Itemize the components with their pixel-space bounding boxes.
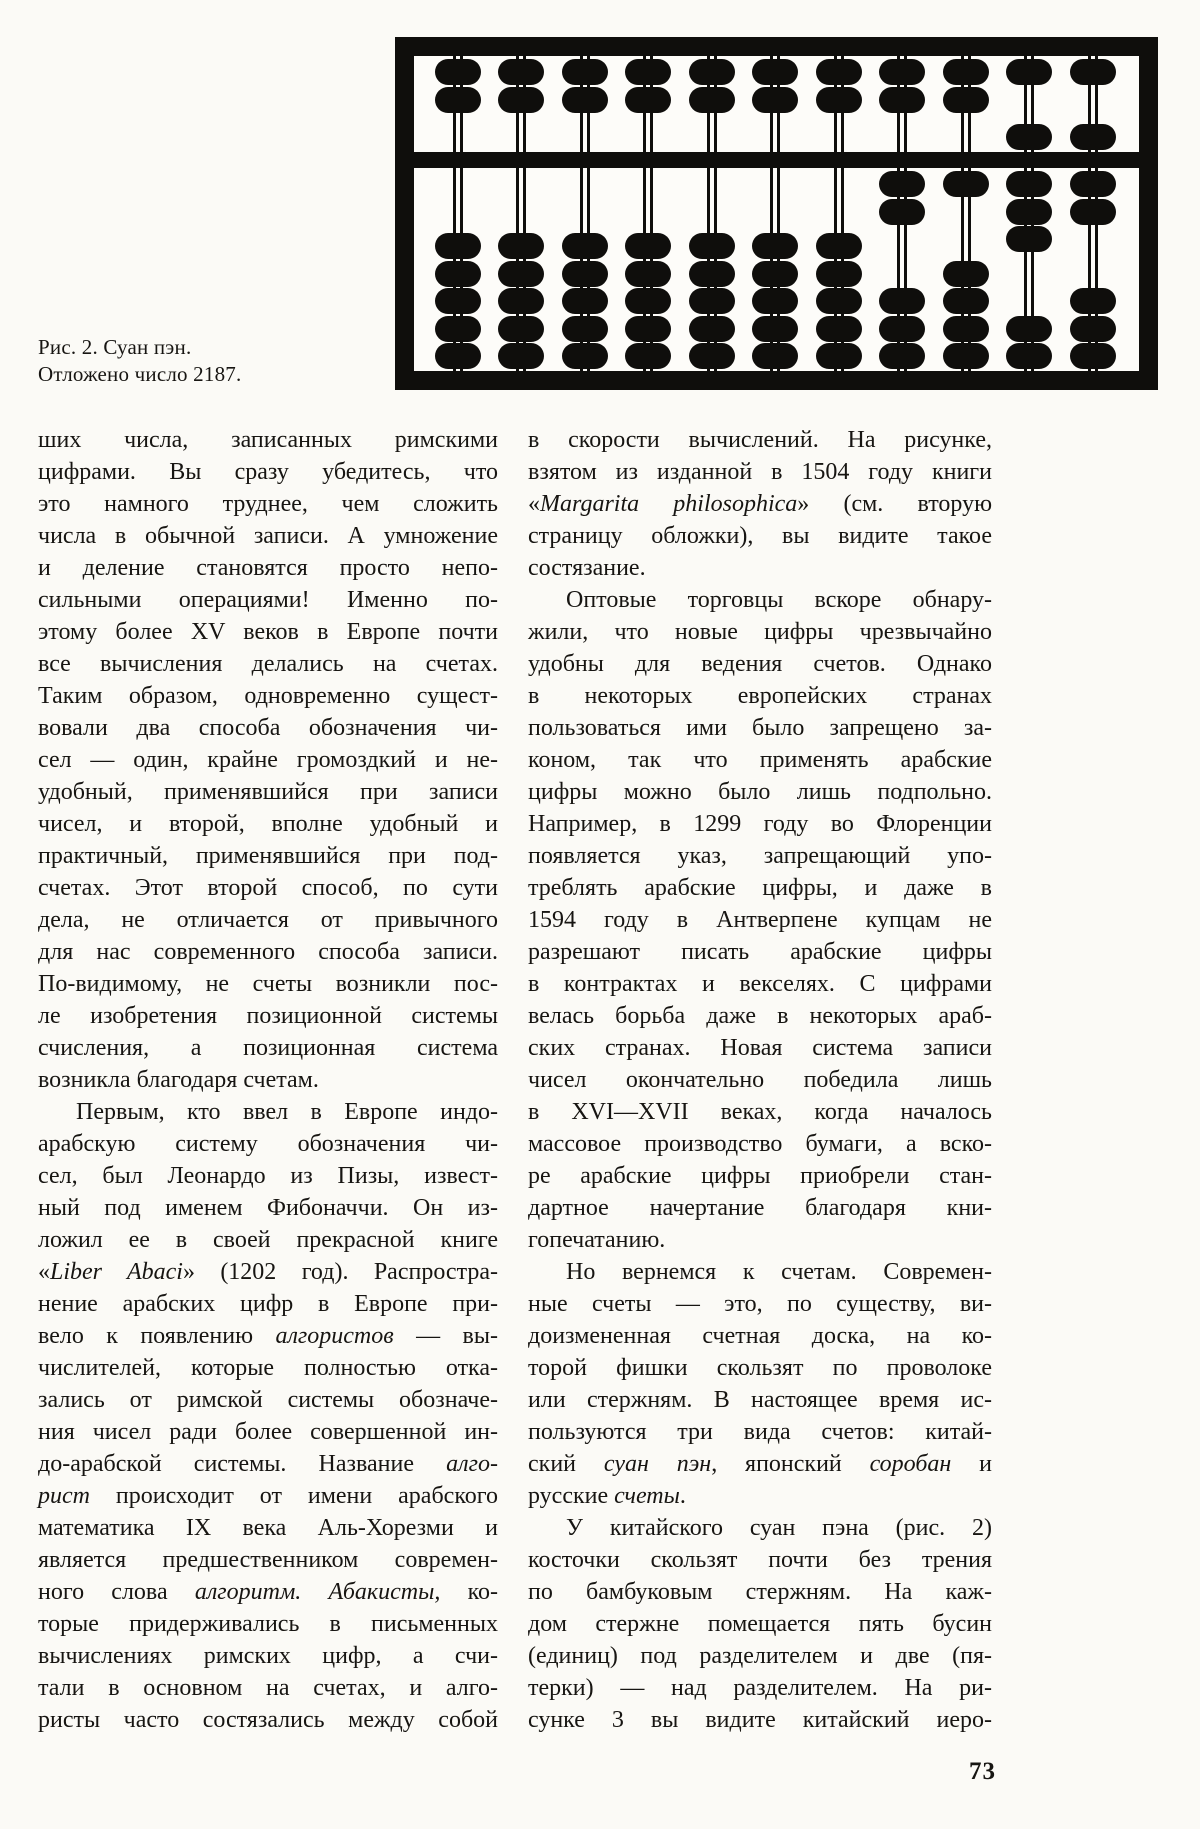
abacus-bead <box>562 233 608 259</box>
text-run: ский <box>528 1451 604 1477</box>
text-line <box>528 552 992 584</box>
abacus-bead <box>689 233 735 259</box>
abacus-bead <box>752 288 798 314</box>
text-line <box>528 1640 992 1672</box>
abacus-bead <box>625 261 671 287</box>
text-line <box>528 840 992 872</box>
abacus-bead <box>943 59 989 85</box>
abacus-bead <box>435 261 481 287</box>
text-run: числа в обычной записи. А умножение <box>38 523 498 549</box>
text-line <box>528 808 992 840</box>
text-line <box>528 1000 992 1032</box>
text-run: сел, был Леонардо из Пизы, извест- <box>38 1163 498 1189</box>
abacus-bead <box>1070 316 1116 342</box>
abacus-bead <box>1006 316 1052 342</box>
text-line <box>528 1064 992 1096</box>
text-run: удобный, применявшийся при записи <box>38 779 498 805</box>
text-line <box>38 1448 498 1480</box>
abacus-bead <box>879 343 925 369</box>
abacus-bead <box>943 171 989 197</box>
text-column-left <box>38 424 498 1736</box>
text-line <box>528 424 992 456</box>
text-run: ные счеты — это, по существу, ви- <box>528 1291 992 1317</box>
abacus-bead <box>625 343 671 369</box>
abacus-bead <box>879 288 925 314</box>
text-run: страницу обложки), вы видите такое <box>528 523 992 549</box>
abacus-bead <box>816 316 862 342</box>
text-line <box>38 872 498 904</box>
text-line <box>528 744 992 776</box>
text-line <box>528 1544 992 1576</box>
text-run: цифрами. Вы сразу убедитесь, что <box>38 459 498 485</box>
text-line <box>528 712 992 744</box>
text-line <box>528 1352 992 1384</box>
text-line <box>38 1352 498 1384</box>
text-run: вовали два способа обозначения чи- <box>38 715 498 741</box>
text-line <box>38 1192 498 1224</box>
abacus-bead <box>1006 59 1052 85</box>
text-run: , японский <box>711 1451 870 1477</box>
abacus-bead <box>562 59 608 85</box>
text-run: до-арабской системы. Название <box>38 1451 447 1477</box>
text-line <box>38 1224 498 1256</box>
text-run: арабскую систему обозначения чи- <box>38 1131 498 1157</box>
abacus-bead <box>879 87 925 113</box>
text-line <box>528 1608 992 1640</box>
text-line <box>38 680 498 712</box>
text-run: Первым, кто ввел в Европе индо- <box>76 1099 498 1125</box>
text-run: в некоторых европейских странах <box>528 683 992 709</box>
text-run: » (1202 год). Распростра- <box>182 1259 498 1285</box>
text-run: . <box>679 1483 686 1509</box>
text-run: тали в основном на счетах, и алго- <box>38 1675 498 1701</box>
text-column-right <box>528 424 992 1736</box>
text-line <box>38 1672 498 1704</box>
abacus-bead <box>879 199 925 225</box>
text-run: является предшественником современ- <box>38 1547 498 1573</box>
text-run: жили, что новые цифры чрезвычайно <box>528 619 992 645</box>
text-line <box>528 776 992 808</box>
italic-term: Liber Abaci <box>50 1259 183 1285</box>
abacus-bead <box>943 343 989 369</box>
text-run: косточки скользят почти без трения <box>528 1547 992 1573</box>
abacus-bead <box>1006 343 1052 369</box>
text-run: ле изобретения позиционной системы <box>38 1003 498 1029</box>
abacus-bead <box>752 59 798 85</box>
text-line <box>528 616 992 648</box>
text-run: Но вернемся к счетам. Современ- <box>566 1259 992 1285</box>
abacus-bead <box>562 87 608 113</box>
text-line <box>528 1672 992 1704</box>
text-line <box>38 776 498 808</box>
text-run: или стержням. В настоящее время ис- <box>528 1387 992 1413</box>
text-line <box>38 1544 498 1576</box>
text-line <box>38 1320 498 1352</box>
abacus-bead <box>689 343 735 369</box>
text-line <box>528 456 992 488</box>
text-run: ских странах. Новая система записи <box>528 1035 992 1061</box>
text-line <box>38 808 498 840</box>
text-line <box>528 1576 992 1608</box>
text-run: торой фишки скользят по проволоке <box>528 1355 992 1381</box>
text-line <box>38 904 498 936</box>
abacus-frame <box>414 56 1139 371</box>
figure-caption-line-1: Рис. 2. Суан пэн. <box>38 335 192 359</box>
text-run: сильными операциями! Именно по- <box>38 587 498 613</box>
italic-term: соробан <box>869 1451 952 1477</box>
abacus-bead <box>816 233 862 259</box>
abacus-bead <box>498 59 544 85</box>
text-line <box>38 552 498 584</box>
text-line <box>38 584 498 616</box>
abacus-bead <box>1006 124 1052 150</box>
text-line <box>38 1160 498 1192</box>
text-line <box>38 648 498 680</box>
italic-term: рист <box>38 1483 90 1509</box>
italic-term: счеты <box>614 1483 680 1509</box>
abacus-bead <box>879 171 925 197</box>
text-line <box>528 1288 992 1320</box>
text-run: 1594 году в Антверпене купцам не <box>528 907 992 933</box>
text-line <box>528 872 992 904</box>
text-run: треблять арабские цифры, и даже в <box>528 875 992 901</box>
text-line <box>38 968 498 1000</box>
abacus-bead <box>943 87 989 113</box>
text-run: пользуются три вида счетов: китай- <box>528 1419 992 1445</box>
text-line <box>38 1608 498 1640</box>
text-run: русские <box>528 1483 615 1509</box>
abacus-bead <box>498 261 544 287</box>
text-run: ристы часто состязались между собой <box>38 1707 498 1733</box>
abacus-bead <box>498 316 544 342</box>
text-line <box>38 936 498 968</box>
abacus-bead <box>435 288 481 314</box>
text-line <box>38 1064 498 1096</box>
abacus-bead <box>498 288 544 314</box>
abacus-bead <box>816 87 862 113</box>
text-line <box>528 936 992 968</box>
abacus-bead <box>879 59 925 85</box>
abacus-bead <box>1070 288 1116 314</box>
text-line <box>528 1224 992 1256</box>
text-run: ко- <box>440 1579 499 1605</box>
abacus-bead <box>625 316 671 342</box>
text-line <box>38 1576 498 1608</box>
page-number: 73 <box>969 1758 996 1785</box>
text-run: ре арабские цифры приобрели стан- <box>528 1163 992 1189</box>
abacus-bead <box>752 261 798 287</box>
text-run: разрешают писать арабские цифры <box>528 939 992 965</box>
abacus-bead <box>879 316 925 342</box>
text-line <box>38 1000 498 1032</box>
text-run: в XVI—XVII веках, когда началось <box>528 1099 992 1125</box>
text-run: чисел, и второй, вполне удобный и <box>38 811 498 837</box>
text-line <box>38 1288 498 1320</box>
text-line <box>528 1480 992 1512</box>
abacus-bead <box>689 288 735 314</box>
text-run: (единиц) под разделителем и две (пя- <box>528 1643 992 1669</box>
text-line <box>528 1416 992 1448</box>
abacus-bead <box>1070 343 1116 369</box>
text-line <box>38 1096 498 1128</box>
text-run: практичный, применявшийся при под- <box>38 843 498 869</box>
text-line <box>528 1032 992 1064</box>
italic-term: суан пэн <box>603 1451 712 1477</box>
text-line <box>38 1480 498 1512</box>
abacus-bead <box>943 288 989 314</box>
abacus-bead <box>816 261 862 287</box>
text-run: чисел окончательно победила лишь <box>528 1067 992 1093</box>
text-run: — вы- <box>393 1323 498 1349</box>
text-run: сунке 3 вы видите китайский иеро- <box>528 1707 992 1733</box>
text-line <box>38 520 498 552</box>
italic-term: алгоритм. Абакисты, <box>194 1579 441 1605</box>
text-run: взятом из изданной в 1504 году книги <box>528 459 992 485</box>
text-run: возникла благодаря счетам. <box>38 1067 319 1093</box>
abacus-bead <box>752 316 798 342</box>
text-line <box>528 520 992 552</box>
abacus-bead <box>689 87 735 113</box>
text-line <box>528 584 992 616</box>
text-run: счетах. Этот второй способ, по сути <box>38 875 498 901</box>
text-run: ный под именем Фибоначчи. Он из- <box>38 1195 498 1221</box>
abacus-figure <box>395 37 1158 390</box>
text-run: У китайского суан пэна (рис. 2) <box>566 1515 992 1541</box>
abacus-bead <box>752 233 798 259</box>
text-run: вело к появлению <box>38 1323 276 1349</box>
abacus-bead <box>1006 171 1052 197</box>
text-run: все вычисления делались на счетах. <box>38 651 498 677</box>
text-run: удобны для ведения счетов. Однако <box>528 651 992 677</box>
text-line <box>528 1192 992 1224</box>
text-run: дартное начертание благодаря кни- <box>528 1195 992 1221</box>
text-line <box>38 1704 498 1736</box>
abacus-bead <box>625 233 671 259</box>
text-run: велась борьба даже в некоторых араб- <box>528 1003 992 1029</box>
abacus-bead <box>1070 59 1116 85</box>
italic-term: алго- <box>446 1451 498 1477</box>
abacus-bead <box>1006 199 1052 225</box>
text-run: сел — один, крайне громоздкий и не- <box>38 747 498 773</box>
text-run: цифры можно было лишь подпольно. <box>528 779 992 805</box>
abacus-bead <box>689 316 735 342</box>
text-run: дела, не отличается от привычного <box>38 907 498 933</box>
text-run: появляется указ, запрещающий упо- <box>528 843 992 869</box>
figure-caption <box>38 334 368 388</box>
text-run: ного слова <box>38 1579 195 1605</box>
text-line <box>38 1384 498 1416</box>
abacus-bead <box>943 261 989 287</box>
abacus-bead <box>562 316 608 342</box>
abacus-bead <box>562 261 608 287</box>
text-run: счисления, а позиционная система <box>38 1035 498 1061</box>
text-run: « <box>38 1259 50 1285</box>
text-line <box>528 1704 992 1736</box>
abacus-bead <box>625 87 671 113</box>
text-run: массовое производство бумаги, а вско- <box>528 1131 992 1157</box>
italic-term: алгористов <box>275 1323 394 1349</box>
text-run: пользоваться ими было запрещено за- <box>528 715 992 741</box>
text-line <box>528 680 992 712</box>
text-line <box>38 1256 498 1288</box>
text-run: этому более XV веков в Европе почти <box>38 619 498 645</box>
abacus-bead <box>498 87 544 113</box>
abacus-bead <box>625 288 671 314</box>
abacus-divider-bar <box>412 152 1141 168</box>
text-line <box>528 1320 992 1352</box>
abacus-bead <box>689 59 735 85</box>
text-run: по бамбуковым стержням. На каж- <box>528 1579 992 1605</box>
text-run: числителей, которые полностью отка- <box>38 1355 498 1381</box>
abacus-bead <box>498 343 544 369</box>
text-line <box>38 1128 498 1160</box>
text-line <box>38 744 498 776</box>
abacus-bead <box>816 288 862 314</box>
abacus-bead <box>816 59 862 85</box>
abacus-bead <box>625 59 671 85</box>
abacus-bead <box>752 87 798 113</box>
text-line <box>38 840 498 872</box>
abacus-bead <box>435 316 481 342</box>
text-line <box>38 1640 498 1672</box>
italic-term: Margarita philosophica <box>540 491 798 517</box>
text-line <box>528 1384 992 1416</box>
text-run: » (см. вторую <box>797 491 992 517</box>
abacus-bead <box>562 288 608 314</box>
text-run: происходит от имени арабского <box>89 1483 498 1509</box>
abacus-bead <box>943 316 989 342</box>
text-run: состязание. <box>528 555 646 581</box>
text-run: зались от римской системы обозначе- <box>38 1387 498 1413</box>
text-line <box>528 1128 992 1160</box>
abacus-bead <box>1070 199 1116 225</box>
text-line <box>528 648 992 680</box>
abacus-bead <box>1006 226 1052 252</box>
text-run: математика IX века Аль-Хорезми и <box>38 1515 498 1541</box>
text-run: терки) — над разделителем. На ри- <box>528 1675 992 1701</box>
abacus-bead <box>435 343 481 369</box>
text-run: По-видимому, не счеты возникли пос- <box>38 971 498 997</box>
text-line <box>528 1448 992 1480</box>
text-line <box>528 1256 992 1288</box>
text-run: « <box>528 491 540 517</box>
text-run: торые придерживались в письменных <box>38 1611 498 1637</box>
abacus-bead <box>498 233 544 259</box>
text-line <box>38 1512 498 1544</box>
text-line <box>528 968 992 1000</box>
text-line <box>528 1512 992 1544</box>
text-line <box>528 1096 992 1128</box>
text-run: вычислениях римских цифр, а счи- <box>38 1643 498 1669</box>
abacus-bead <box>816 343 862 369</box>
text-run: для нас современного способа записи. <box>38 939 498 965</box>
abacus-bead <box>435 59 481 85</box>
text-run: гопечатанию. <box>528 1227 666 1253</box>
text-run: коном, так что применять арабские <box>528 747 992 773</box>
text-line <box>38 1032 498 1064</box>
figure-caption-line-2: Отложено число 2187. <box>38 362 242 386</box>
text-line <box>38 616 498 648</box>
text-run: это намного труднее, чем сложить <box>38 491 498 517</box>
abacus-bead <box>562 343 608 369</box>
abacus-bead <box>1070 171 1116 197</box>
text-run: и <box>951 1451 993 1477</box>
text-line <box>528 904 992 936</box>
text-run: и деление становятся просто непо- <box>38 555 498 581</box>
abacus-bead <box>435 87 481 113</box>
text-run: Например, в 1299 году во Флоренции <box>528 811 992 837</box>
abacus-bead <box>435 233 481 259</box>
abacus-bead <box>752 343 798 369</box>
text-run: ния чисел ради более совершенной ин- <box>38 1419 498 1445</box>
text-run: доизмененная счетная доска, на ко- <box>528 1323 992 1349</box>
text-run: в скорости вычислений. На рисунке, <box>528 427 992 453</box>
text-line <box>38 424 498 456</box>
text-run: Таким образом, одновременно сущест- <box>38 683 498 709</box>
text-line <box>38 712 498 744</box>
text-run: ших числа, записанных римскими <box>38 427 498 453</box>
text-line <box>528 488 992 520</box>
text-run: дом стержне помещается пять бусин <box>528 1611 992 1637</box>
abacus-bead <box>1070 124 1116 150</box>
text-line <box>38 456 498 488</box>
text-line <box>528 1160 992 1192</box>
text-run: Оптовые торговцы вскоре обнару- <box>566 587 992 613</box>
text-run: ложил ее в своей прекрасной книге <box>38 1227 498 1253</box>
text-line <box>38 488 498 520</box>
text-run: в контрактах и векселях. С цифрами <box>528 971 992 997</box>
abacus-bead <box>689 261 735 287</box>
text-run: нение арабских цифр в Европе при- <box>38 1291 498 1317</box>
text-line <box>38 1416 498 1448</box>
